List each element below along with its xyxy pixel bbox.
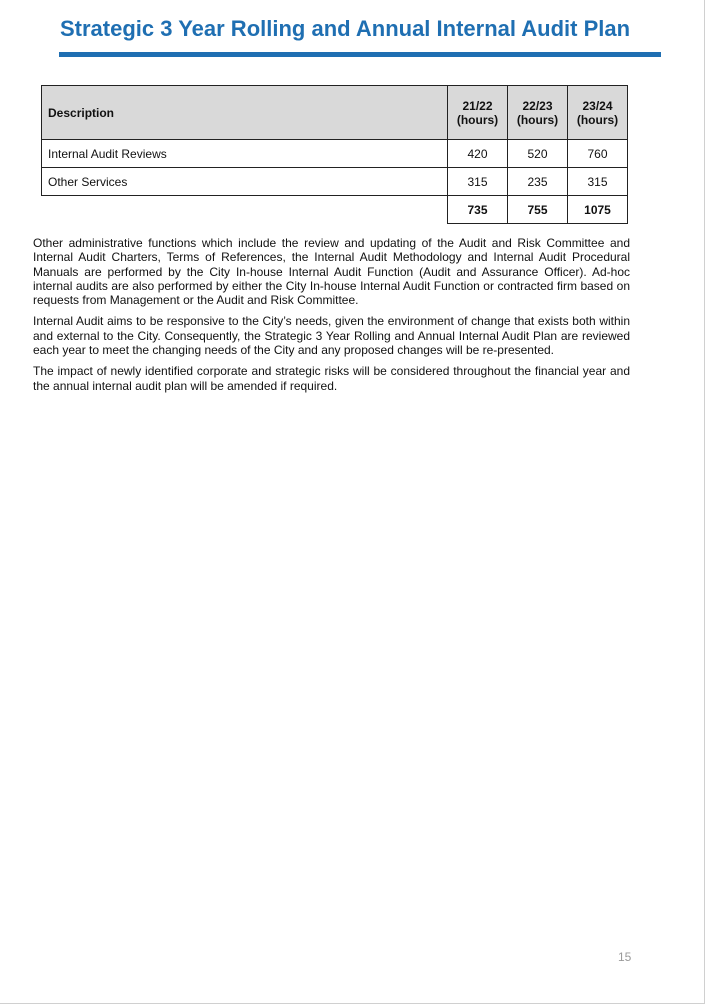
title-underline <box>59 52 661 57</box>
page-title: Strategic 3 Year Rolling and Annual Internal Audit Plan <box>60 16 631 41</box>
table-row-other-services <box>42 168 628 196</box>
audit-hours-table <box>41 85 628 224</box>
cell-total: 755 <box>508 196 568 224</box>
row-label: Internal Audit Reviews <box>42 140 448 168</box>
header-unit-label: (hours) <box>516 112 559 127</box>
header-year-label: 21/22 <box>462 98 493 113</box>
cell-hours: 315 <box>448 168 508 196</box>
header-unit-label: (hours) <box>456 112 499 127</box>
totals-spacer <box>42 196 448 224</box>
cell-total: 1075 <box>568 196 628 224</box>
body-text <box>33 236 630 400</box>
cell-hours: 235 <box>508 168 568 196</box>
row-label: Other Services <box>42 168 448 196</box>
header-year-label: 23/24 <box>582 98 613 113</box>
cell-hours: 420 <box>448 140 508 168</box>
paragraph-admin-functions: Other administrative functions which include the review and updating of the Audit and Risk Committee and Internal Audit Charters, Terms of References, the Internal Audit Methodology and Internal Audit Procedural Manuals are performed by the City In-house Internal Audit Function (Audit and Assurance Officer). Ad-hoc internal audits are also performed by either the City In-house Internal Audit Function or contracted firm based on requests from Management or the Audit and Risk Committee. <box>33 236 630 308</box>
paragraph-responsiveness: Internal Audit aims to be responsive to the City’s needs, given the environment of change that exists both within and external to the City. Consequently, the Strategic 3 Year Rolling and Annual Internal Audit Plan are reviewed each year to meet the changing needs of the City and any proposed changes will be re-presented. <box>33 314 630 358</box>
header-year-21-22 <box>448 86 508 140</box>
cell-hours: 315 <box>568 168 628 196</box>
table-row-totals <box>42 196 628 224</box>
cell-total: 735 <box>448 196 508 224</box>
header-description: Description <box>42 86 448 140</box>
header-unit-label: (hours) <box>576 112 619 127</box>
header-year-label: 22/23 <box>522 98 553 113</box>
table-row-internal-audit-reviews <box>42 140 628 168</box>
header-year-22-23 <box>508 86 568 140</box>
cell-hours: 520 <box>508 140 568 168</box>
header-year-23-24 <box>568 86 628 140</box>
table-header-row <box>42 86 628 140</box>
paragraph-risk-impact: The impact of newly identified corporate and strategic risks will be considered throughout the financial year and the annual internal audit plan will be amended if required. <box>33 364 630 393</box>
page-number: 15 <box>618 950 632 964</box>
cell-hours: 760 <box>568 140 628 168</box>
